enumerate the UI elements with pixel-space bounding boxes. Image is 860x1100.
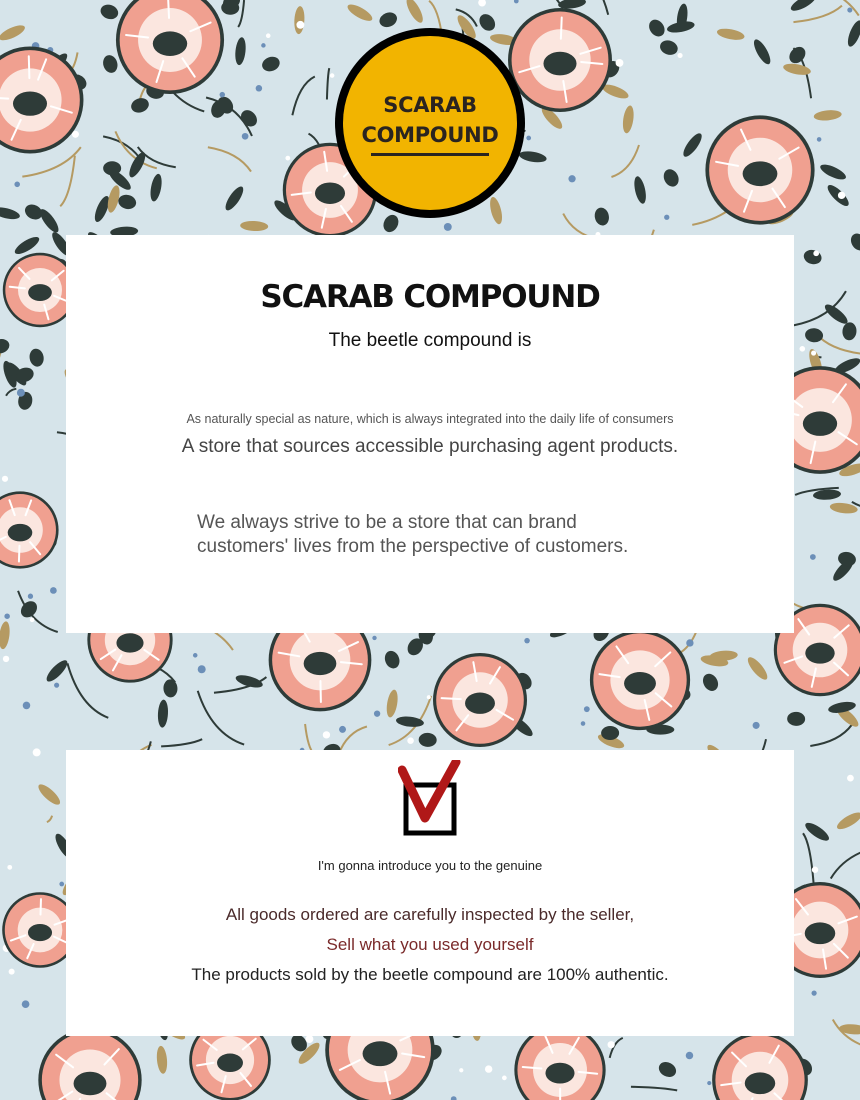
mission-line-2: customers' lives from the perspective of customers. [197, 536, 629, 557]
rose-center [543, 52, 576, 76]
bud-dot [22, 1000, 30, 1008]
rose-center [116, 633, 143, 652]
bud-dot [72, 131, 79, 138]
bud-dot [17, 389, 25, 397]
bud-dot [664, 215, 669, 220]
bud-dot [54, 683, 59, 688]
red-check-mark [402, 762, 456, 818]
rose-center [465, 693, 495, 714]
bud-dot [608, 1041, 615, 1048]
bud-dot [407, 737, 414, 744]
bud-dot [14, 181, 20, 187]
bud-dot [220, 92, 225, 97]
rose-center [153, 31, 187, 56]
rose-center [74, 1072, 107, 1095]
bud-dot [526, 136, 531, 141]
bud-dot [810, 554, 816, 560]
nature-description: As naturally special as nature, which is always integrated into the daily life of consumers [186, 412, 674, 426]
bud-dot [7, 865, 12, 870]
rose-center [28, 284, 52, 301]
bud-dot [50, 587, 57, 594]
badge-line-2: COMPOUND [361, 123, 499, 147]
bud-dot [28, 594, 33, 599]
bud-dot [686, 1052, 693, 1059]
bud-dot [753, 722, 760, 729]
bud-dot [427, 695, 431, 699]
brand-title: SCARAB COMPOUND [260, 279, 600, 315]
bud-dot [339, 726, 346, 733]
bud-dot [23, 702, 31, 710]
bud-dot [266, 33, 271, 38]
mission-statement [197, 511, 628, 559]
rose-center [745, 1072, 775, 1094]
rose-center [805, 643, 834, 664]
bud-dot [374, 711, 380, 717]
bud-dot [707, 1081, 711, 1085]
brand-subtitle: The beetle compound is [328, 330, 532, 351]
rose-center [624, 672, 656, 695]
bud-dot [3, 656, 9, 662]
bud-dot [847, 8, 852, 13]
bud-dot [847, 775, 854, 782]
rose-vein [29, 56, 30, 78]
bud-dot [256, 85, 263, 92]
bud-dot [261, 43, 265, 47]
bud-dot [459, 1068, 463, 1072]
rose-center [315, 182, 345, 203]
bud-dot [323, 731, 330, 738]
bud-dot [444, 223, 452, 231]
rose-vein [561, 18, 562, 39]
rose-center [803, 411, 837, 435]
bud-dot [616, 59, 624, 67]
bud-dot [677, 53, 682, 58]
bud-dot [285, 156, 290, 161]
bud-dot [811, 350, 816, 355]
bud-dot [372, 636, 376, 640]
authentic-line: The products sold by the beetle compound are 100% authentic. [191, 965, 669, 984]
bud-dot [811, 990, 816, 995]
mission-line-1: We always strive to be a store that can brand [197, 512, 577, 533]
badge-underline [371, 153, 489, 156]
bud-dot [193, 653, 198, 658]
intro-card [66, 235, 794, 633]
bud-dot [502, 1076, 507, 1081]
rose-center [805, 922, 836, 944]
bud-dot [198, 665, 206, 673]
bud-dot [817, 137, 822, 142]
inspection-line: All goods ordered are carefully inspected by the seller, [225, 905, 635, 924]
rose-vein [168, 0, 169, 18]
bud-dot [584, 706, 590, 712]
bud-dot [2, 476, 8, 482]
bud-dot [30, 618, 35, 623]
bud-dot [4, 613, 9, 618]
bud-dot [568, 175, 575, 182]
rose-center [363, 1041, 398, 1066]
rose-center [28, 924, 52, 941]
bud-dot [33, 748, 41, 756]
rose-center [13, 91, 47, 115]
rose-center [217, 1054, 243, 1073]
bud-dot [9, 969, 15, 975]
bud-dot [812, 867, 818, 873]
rose-center [545, 1063, 574, 1084]
bud-dot [242, 133, 249, 140]
rose-vein [442, 698, 461, 699]
bud-dot [813, 251, 819, 257]
bud-dot [296, 21, 304, 29]
sell-line: Sell what you used yourself [326, 935, 534, 954]
badge-line-1: SCARAB [383, 93, 477, 117]
brand-badge [335, 28, 525, 218]
genuine-card [66, 750, 794, 1036]
bud-dot [59, 882, 64, 887]
rose-center [304, 652, 337, 675]
rose-center [743, 161, 778, 186]
checkbox-check-icon [398, 760, 462, 838]
genuine-intro: I'm gonna introduce you to the genuine [317, 858, 543, 873]
rose-vein [19, 546, 20, 562]
rose-center [8, 524, 33, 542]
bud-dot [581, 721, 586, 726]
bud-dot [524, 638, 530, 644]
bud-dot [686, 639, 693, 646]
bud-dot [306, 1035, 314, 1043]
bud-dot [800, 346, 806, 352]
bud-dot [485, 1065, 492, 1072]
bud-dot [838, 192, 845, 199]
store-description: A store that sources accessible purchasing agent products. [181, 436, 679, 457]
bud-dot [330, 73, 335, 78]
